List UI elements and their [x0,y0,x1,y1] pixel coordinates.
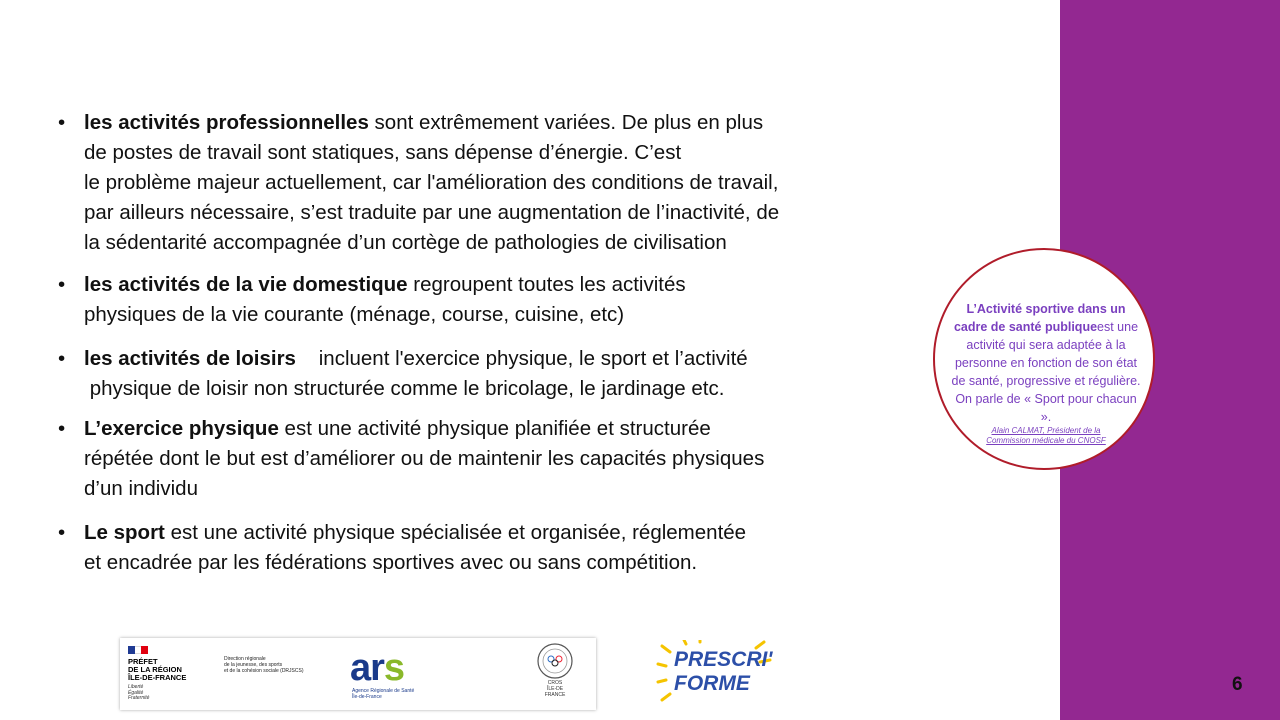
bullet-marker: • [58,111,66,134]
bullet-line: L’exercice physique est une activité physique planifiée et structurée [84,417,711,440]
bullet-sport [58,518,868,578]
bullet-heading: les activités de loisirs [84,347,296,370]
bullet-marker: • [58,347,66,370]
bullet-line: répétée dont le but est d’améliorer ou de maintenir les capacités physiques [84,447,765,470]
cros-emblem-icon [536,642,574,680]
bullet-line: les activités de loisirs incluent l'exercice physique, le sport et l’activité [84,347,748,370]
bullet-line: physique de loisir non structurée comme le bricolage, le jardinage etc. [84,377,725,400]
bullet-line: d’un individu [84,477,198,500]
bullet-line: physiques de la vie courante (ménage, course, cuisine, etc) [84,303,625,326]
bullet-line: Le sport est une activité physique spécialisée et organisée, réglementée [84,521,747,544]
prescriforme-wordmark: PRESCRI' FORME [674,648,773,695]
bullet-list [58,108,868,578]
bullet-domestic [58,270,868,330]
page-number: 6 [1232,674,1243,695]
french-flag-icon [128,646,148,654]
quote-author: Alain CALMAT, Président de la Commission médicale du CNOSF [986,426,1106,445]
ars-logo [350,648,430,708]
bullet-line: par ailleurs nécessaire, s’est traduite par une augmentation de l’inactivité, de [84,201,780,224]
bullet-line: de postes de travail sont statiques, sans dépense d’énergie. C’est [84,141,682,164]
bullet-line: et encadrée par les fédérations sportives avec ou sans compétition. [84,551,698,574]
bullet-leisure [58,344,868,404]
prescriforme-logo [656,640,776,710]
bullet-heading: les activités professionnelles [84,111,369,134]
bullet-heading: Le sport [84,521,165,544]
bullet-line: les activités professionnelles sont extrêmement variées. De plus en plus [84,111,764,134]
bullet-line: la sédentarité accompagnée d’un cortège de pathologies de civilisation [84,231,727,254]
bullet-line: les activités de la vie domestique regroupent toutes les activités [84,273,686,296]
bullet-heading: les activités de la vie domestique [84,273,408,296]
quote-heading: L’Activité sportive dans un cadre de santé publique [953,302,1126,334]
bullet-marker: • [58,417,66,440]
ars-wordmark: ars [350,647,405,689]
prefet-motto: Liberté Égalité Fraternité [128,684,150,701]
prefet-logo [128,646,208,702]
cros-logo [532,642,578,706]
bullet-exercise [58,414,868,504]
prefet-name: PRÉFET DE LA RÉGION ÎLE-DE-FRANCE [128,657,187,682]
partner-logos [120,638,596,710]
bullet-professional [58,108,868,258]
quote-text: L’Activité sportive dans un cadre de santé publiqueest une activité qui sera adaptée à la personne en fonction de son état de santé, progressive et régulière. On parle de « Sport pour chacun ». [951,302,1141,424]
drjscs-label: Direction régionale de la jeunesse, des sports et de la cohésion sociale (DRJSCS) [224,656,304,674]
quote-circle [933,248,1155,470]
bullet-marker: • [58,521,66,544]
ars-subtitle: Agence Régionale de Santé Île-de-France [352,688,415,700]
bullet-line: le problème majeur actuellement, car l'amélioration des conditions de travail, [84,171,779,194]
bullet-heading: L’exercice physique [84,417,279,440]
bullet-marker: • [58,273,66,296]
cros-label: CROS ÎLE-DE FRANCE [544,680,566,698]
